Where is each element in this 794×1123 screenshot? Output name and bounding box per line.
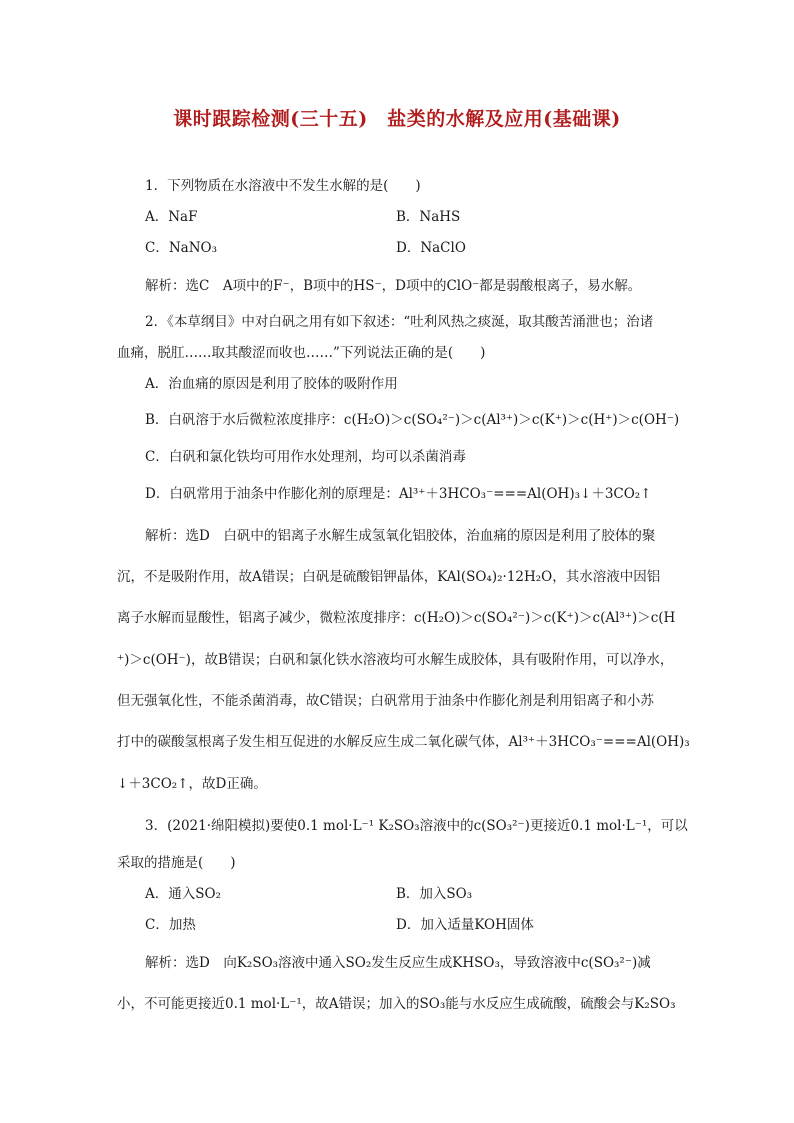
text-line: ↓＋3CO₂↑，故D正确。 <box>117 776 267 792</box>
text-line: 小，不可能更接近0.1 mol·L⁻¹，故A错误；加入的SO₃能与水反应生成硫酸，硫酸会与K₂SO₃ <box>117 996 676 1012</box>
text-line: C．NaNO₃ <box>145 240 217 256</box>
text-line: C．加热 <box>145 917 196 933</box>
text-line: 解析：选D 向K₂SO₃溶液中通入SO₂发生反应生成KHSO₃，导致溶液中c(SO₃²⁻)减 <box>145 955 651 971</box>
text-line: 解析：选D 白矾中的铝离子水解生成氢氧化铝胶体，治血痛的原因是利用了胶体的聚 <box>145 528 656 544</box>
text-line: 采取的措施是( ) <box>117 855 236 871</box>
text-line: B．白矾溶于水后微粒浓度排序：c(H₂O)＞c(SO₄²⁻)＞c(Al³⁺)＞c(K⁺)＞c(H⁺)＞c(OH⁻) <box>145 412 680 428</box>
text-line: 解析：选C A项中的F⁻，B项中的HS⁻，D项中的ClO⁻都是弱酸根离子，易水解。 <box>145 278 642 294</box>
text-line: ⁺)＞c(OH⁻)，故B错误；白矾和氯化铁水溶液均可水解生成胶体，具有吸附作用，可以净水， <box>117 652 674 668</box>
option-item: D．加入适量KOH固体 <box>396 917 534 933</box>
text-line: 2．《本草纲目》中对白矾之用有如下叙述：“吐利风热之痰涎，取其酸苦涌泄也；治诸 <box>145 314 654 330</box>
text-line: C．白矾和氯化铁均可用作水处理剂，均可以杀菌消毒 <box>145 449 466 465</box>
text-line: D．白矾常用于油条中作膨化剂的原理是：Al³⁺＋3HCO₃⁻===Al(OH)₃↓＋3CO₂↑ <box>145 486 652 502</box>
option-item: B．加入SO₃ <box>396 886 473 902</box>
option-item: B．NaHS <box>396 209 461 225</box>
text-line: 1．下列物质在水溶液中不发生水解的是( ) <box>145 178 421 194</box>
text-line: 3．(2021·绵阳模拟)要使0.1 mol·L⁻¹ K₂SO₃溶液中的c(SO₃²⁻)更接近0.1 mol·L⁻¹，可以 <box>145 818 688 834</box>
text-line: 离子水解而显酸性，铝离子减少，微粒浓度排序：c(H₂O)＞c(SO₄²⁻)＞c(K⁺)＞c(Al³⁺)＞c(H <box>117 610 676 626</box>
page-title: 课时跟踪检测(三十五) 盐类的水解及应用(基础课) <box>173 108 621 130</box>
text-line: 打中的碳酸氢根离子发生相互促进的水解反应生成二氧化碳气体，Al³⁺＋3HCO₃⁻===Al(OH)₃ <box>117 734 690 750</box>
text-line: 但无强氧化性，不能杀菌消毒，故C错误；白矾常用于油条中作膨化剂是利用铝离子和小苏 <box>117 693 654 709</box>
text-line: A．通入SO₂ <box>145 886 221 902</box>
text-line: A．治血痛的原因是利用了胶体的吸附作用 <box>145 376 398 392</box>
text-line: 血痛，脱肛……取其酸涩而收也……”下列说法正确的是( ) <box>117 345 486 361</box>
option-item: D．NaClO <box>396 240 466 256</box>
text-line: A．NaF <box>145 209 198 225</box>
text-line: 沉，不是吸附作用，故A错误；白矾是硫酸铝钾晶体，KAl(SO₄)₂·12H₂O，其水溶液中因铝 <box>117 569 661 585</box>
